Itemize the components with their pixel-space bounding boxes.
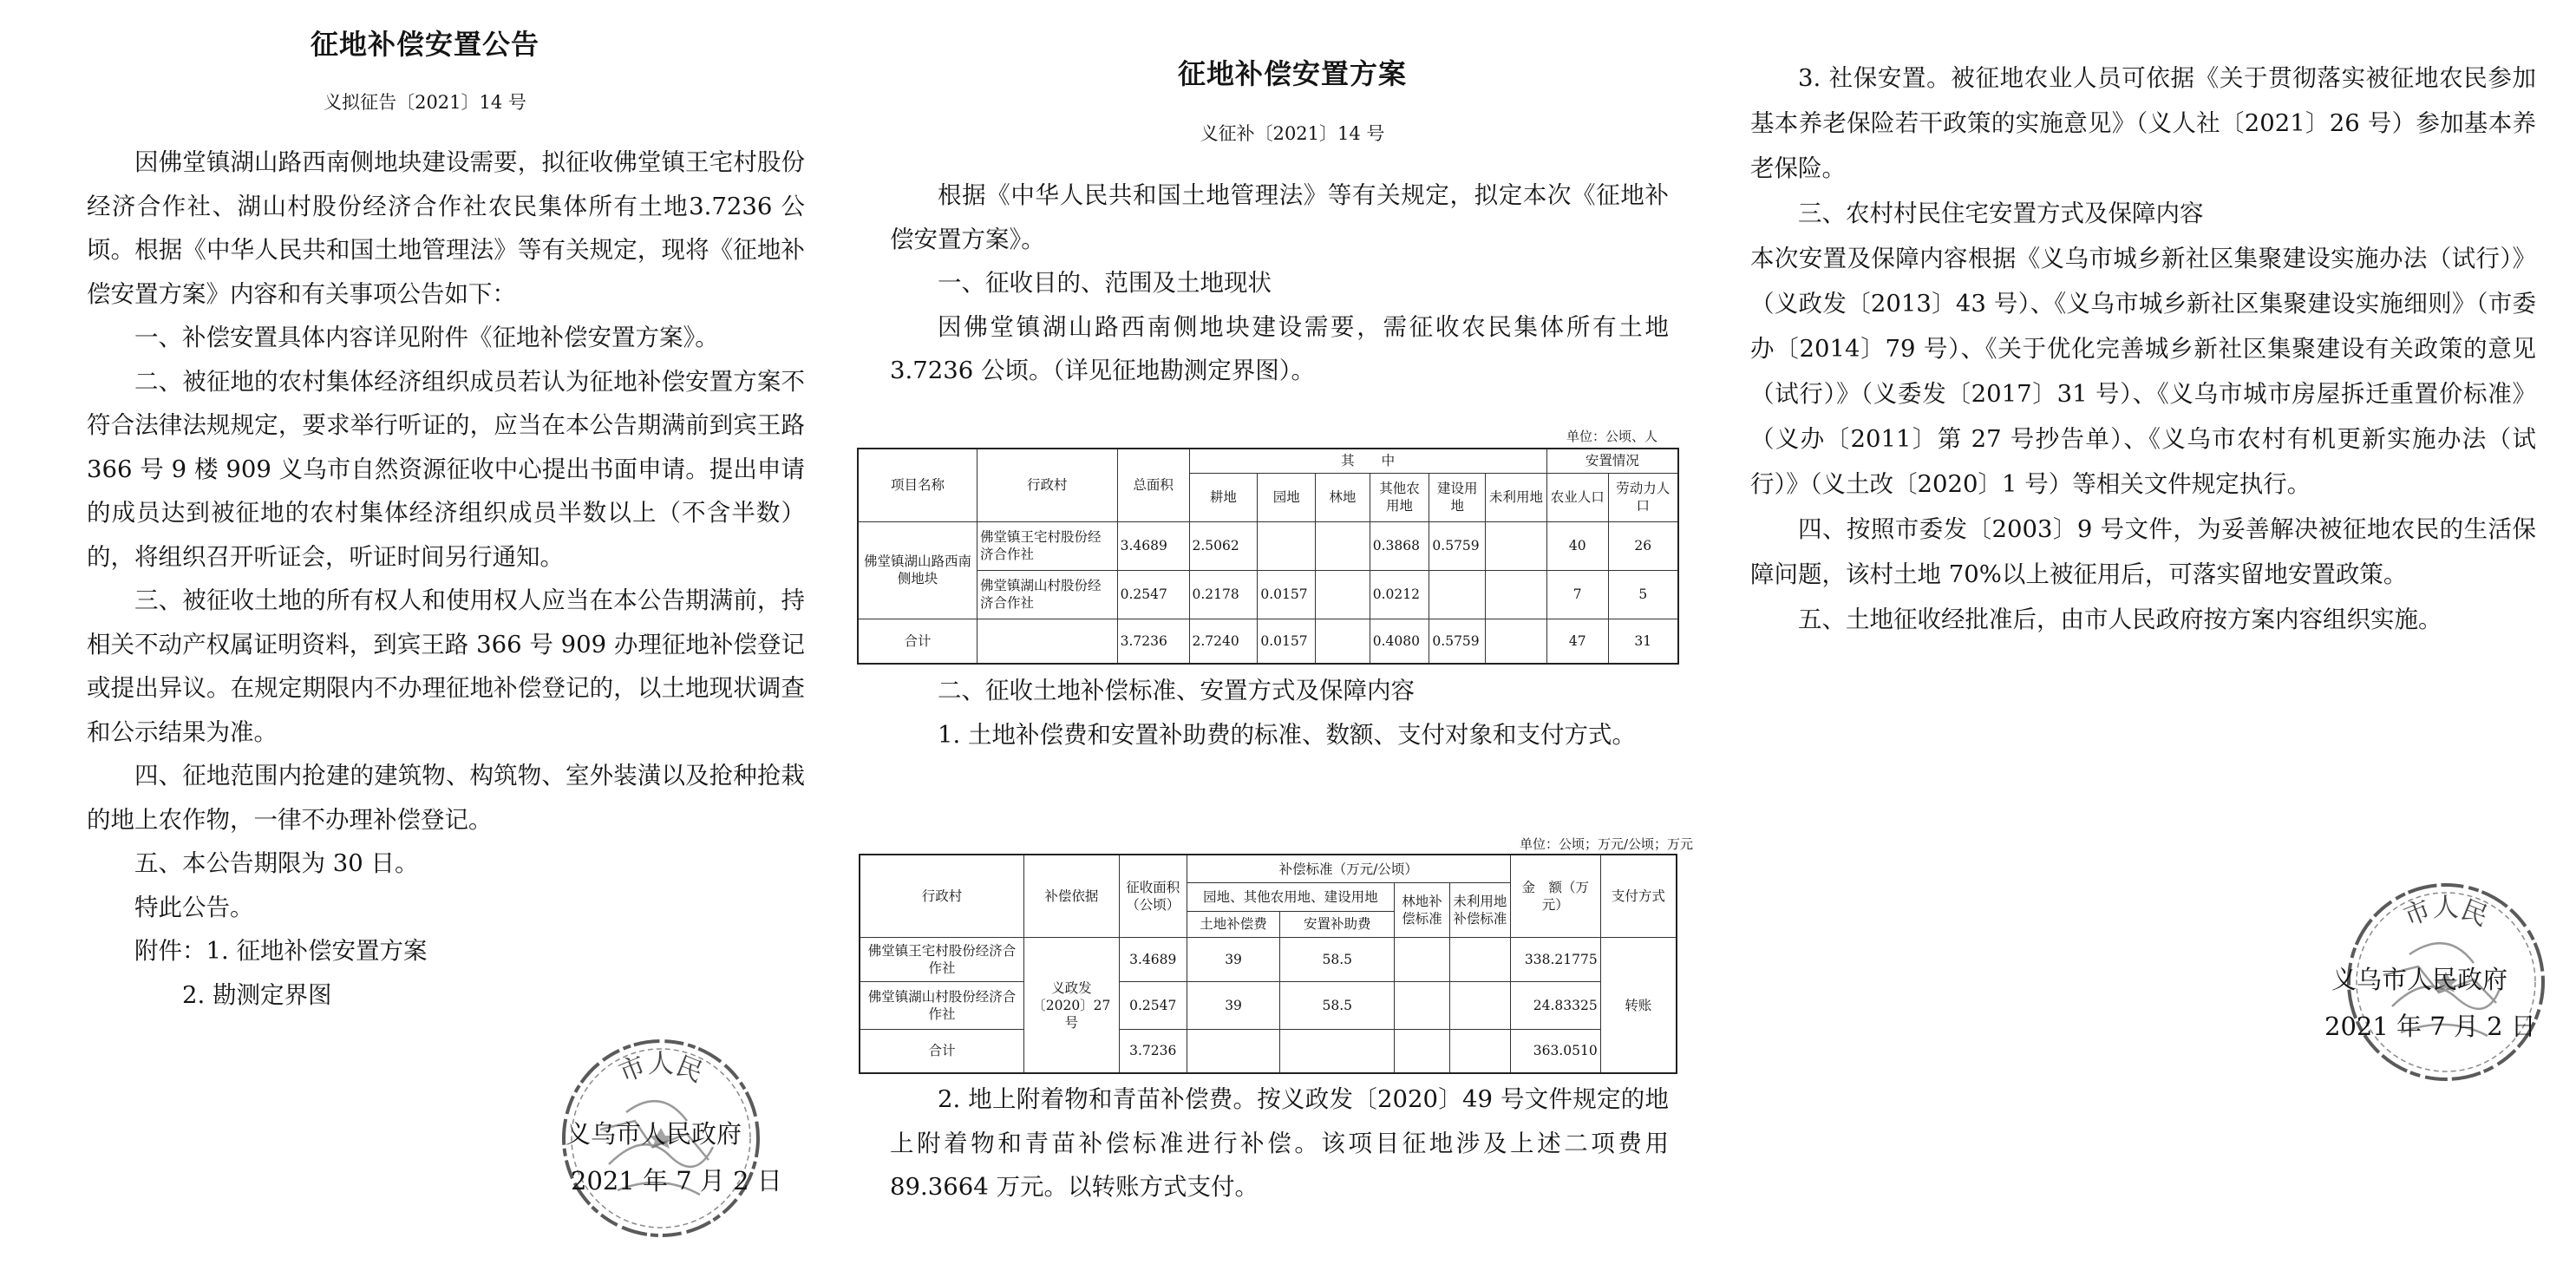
column-header: 行政村 <box>977 449 1117 521</box>
plan-signature <box>2324 956 2536 1050</box>
table-cell <box>1316 619 1370 664</box>
signature-org: 义乌市人民政府 <box>566 1119 742 1149</box>
column-header: 耕地 <box>1189 473 1258 521</box>
table-cell: 2.5062 <box>1189 521 1258 570</box>
table-cell: 26 <box>1608 521 1678 570</box>
column-group-header: 安置情况 <box>1546 449 1678 473</box>
section-heading: 一、征收目的、范围及土地现状 <box>938 269 1272 297</box>
section-heading: 三、农村村民住宅安置方式及保障内容 <box>1798 200 2204 227</box>
village-cell: 佛堂镇王宅村股份经济合作社 <box>860 938 1023 982</box>
plan-intro: 根据《中华人民共和国土地管理法》等有关规定，拟定本次《征地补偿安置方案》。 <box>890 181 1669 253</box>
table1-unit: 单位：公顷、人 <box>1566 429 1658 444</box>
attachment-label: 附件： <box>134 937 206 965</box>
column-header: 园地 <box>1258 473 1316 521</box>
announcement-body <box>87 141 805 1017</box>
announcement-paragraph: 特此公告。 <box>134 893 254 921</box>
plan-page <box>850 0 1735 1284</box>
project-name-cell: 佛堂镇湖山路西南侧地块 <box>858 521 977 619</box>
table-cell <box>1395 938 1450 982</box>
section-text: 五、土地征收经批准后，由市人民政府按方案内容组织实施。 <box>1798 606 2442 633</box>
column-group-header: 园地、其他农用地、建设用地 <box>1187 883 1394 912</box>
signature-date: 2021 年 7 月 2 日 <box>571 1166 782 1196</box>
signature-org: 义乌市人民政府 <box>2331 965 2508 994</box>
table-cell: 3.4689 <box>1117 521 1189 570</box>
table-cell <box>1258 521 1316 570</box>
section-item: 3. 社保安置。被征地农业人员可依据《关于贯彻落实被征地农民参加基本养老保险若干政策的实施意见》（义人社〔2021〕26 号）参加基本养老保险。 <box>1750 64 2536 182</box>
attachment-line <box>87 929 805 973</box>
section-text: 因佛堂镇湖山路西南侧地块建设需要，需征收农民集体所有土地 3.7236 公顷。（详见征地勘测定界图）。 <box>890 312 1669 384</box>
plan-body-top <box>890 174 1669 393</box>
section-item: 1. 土地补偿费和安置补助费的标准、数额、支付对象和支付方式。 <box>938 720 1636 749</box>
column-header: 总面积 <box>1117 449 1189 521</box>
table-cell: 58.5 <box>1280 938 1395 982</box>
column-header: 林地补偿标准 <box>1395 883 1450 938</box>
compensation-table <box>859 854 1677 1074</box>
announcement-paragraph: 一、补偿安置具体内容详见附件《征地补偿安置方案》。 <box>134 324 719 351</box>
table-cell: 0.2547 <box>1119 981 1187 1029</box>
table-cell <box>1395 1029 1450 1073</box>
announcement-paragraph: 因佛堂镇湖山路西南侧地块建设需要，拟征收佛堂镇王宅村股份经济合作社、湖山村股份经济合作社农民集体所有土地3.7236 公顷。根据《中华人民共和国土地管理法》等有关规定，现将《征地补偿安置方案》内容和有关事项公告如下： <box>87 148 805 308</box>
table-cell: 0.5759 <box>1429 619 1486 664</box>
table-header-row <box>858 449 1678 473</box>
table-cell <box>1187 1029 1280 1073</box>
table-cell <box>1449 938 1510 982</box>
table-cell: 0.2178 <box>1189 570 1258 619</box>
table-total-row <box>858 619 1678 664</box>
table-cell: 3.4689 <box>1119 938 1187 982</box>
column-header: 林地 <box>1316 473 1370 521</box>
village-cell: 佛堂镇湖山村股份经济合作社 <box>860 981 1023 1029</box>
table-cell: 0.0212 <box>1370 570 1429 619</box>
table-cell <box>1429 570 1486 619</box>
table-row <box>860 981 1677 1029</box>
attachment-item: 1. 征地补偿安置方案 <box>206 937 428 965</box>
table-cell <box>1395 981 1450 1029</box>
table-cell: 338.21775 <box>1510 938 1600 982</box>
announcement-paragraph: 三、被征收土地的所有权人和使用权人应当在本公告期满前，持相关不动产权属证明资料，到宾王路 366 号 909 办理征地补偿登记或提出异议。在规定期限内不办理征地补偿登记的，以土地现状调查和公示结果为准。 <box>87 586 805 746</box>
column-header: 安置补助费 <box>1280 911 1395 937</box>
column-header: 未利用地 <box>1486 473 1547 521</box>
plan-body-middle <box>890 669 1669 757</box>
announcement-title: 征地补偿安置公告 <box>310 28 539 61</box>
table-cell: 47 <box>1546 619 1608 664</box>
announcement-paragraph: 四、征地范围内抢建的建筑物、构筑物、室外装潢以及抢种抢栽的地上农作物，一律不办理补偿登记。 <box>87 762 805 834</box>
seal-text: 市人民 <box>2399 893 2493 933</box>
signature-date: 2021 年 7 月 2 日 <box>2324 1012 2536 1041</box>
plan-continued-body <box>1750 56 2536 642</box>
table-row <box>858 521 1678 570</box>
column-group-header: 补偿标准（万元/公顷） <box>1187 855 1510 883</box>
column-group-header: 其 中 <box>1189 449 1546 473</box>
plan-body-bottom <box>890 1078 1669 1209</box>
table-cell <box>1316 570 1370 619</box>
table-cell <box>1486 619 1547 664</box>
table-cell: 0.4080 <box>1370 619 1429 664</box>
table-total-row <box>860 1029 1677 1073</box>
table2-unit: 单位：公顷；万元/公顷；万元 <box>1520 836 1694 852</box>
column-header: 金 额（万元） <box>1510 855 1600 938</box>
section-text: 四、按照市委发〔2003〕9 号文件，为妥善解决被征地农民的生活保障问题，该村土地 70%以上被征用后，可落实留地安置政策。 <box>1750 515 2536 588</box>
table-cell: 58.5 <box>1280 981 1395 1029</box>
column-header: 征收面积（公顷） <box>1119 855 1187 938</box>
table-cell <box>977 619 1117 664</box>
table-cell: 0.0157 <box>1258 619 1316 664</box>
total-label: 合计 <box>858 619 977 664</box>
table-header-row <box>860 855 1677 883</box>
table-cell: 39 <box>1187 981 1280 1029</box>
column-header: 劳动力人口 <box>1608 473 1678 521</box>
announcement-signature <box>566 1110 782 1204</box>
table-cell <box>1486 521 1547 570</box>
column-header: 支付方式 <box>1600 855 1677 938</box>
table-row <box>860 938 1677 982</box>
section-item: 2. 地上附着物和青苗补偿费。按义政发〔2020〕49 号文件规定的地上附着物和青苗补偿标准进行补偿。该项目征地涉及上述二项费用 89.3664 万元。以转账方式支付。 <box>890 1085 1669 1201</box>
table-cell: 40 <box>1546 521 1608 570</box>
table-cell: 24.83325 <box>1510 981 1600 1029</box>
table-cell: 5 <box>1608 570 1678 619</box>
table-cell: 31 <box>1608 619 1678 664</box>
announcement-paragraph: 五、本公告期限为 30 日。 <box>134 849 419 877</box>
table-cell: 0.0157 <box>1258 570 1316 619</box>
announcement-page <box>0 0 850 1284</box>
table-cell: 39 <box>1187 938 1280 982</box>
table-cell <box>1316 521 1370 570</box>
plan-doc-number: 义征补〔2021〕14 号 <box>1200 123 1385 144</box>
attachment-item: 2. 勘测定界图 <box>182 980 332 1009</box>
seal-text: 市人民 <box>614 1049 708 1089</box>
total-label: 合计 <box>860 1029 1023 1073</box>
table-cell: 0.2547 <box>1117 570 1189 619</box>
village-cell: 佛堂镇王宅村股份经济合作社 <box>977 521 1117 570</box>
plan-continued-page <box>1735 0 2576 1284</box>
announcement-paragraph: 二、被征地的农村集体经济组织成员若认为征地补偿安置方案不符合法律法规规定，要求举行听证的，应当在本公告期满前到宾王路 366 号 9 楼 909 义乌市自然资源征收中心提出书面申请。提出申请的成员达到被征地的农村集体经济组织成员半数以上（不含半数）的，将组织召开听证会，听证时间另行通知。 <box>87 367 805 571</box>
table-row <box>858 570 1678 619</box>
column-header: 行政村 <box>860 855 1023 938</box>
table-cell <box>1486 570 1547 619</box>
column-header: 建设用地 <box>1429 473 1486 521</box>
attachment-line <box>87 973 805 1018</box>
column-header: 其他农用地 <box>1370 473 1429 521</box>
column-header: 未利用地补偿标准 <box>1449 883 1510 938</box>
table-cell: 0.5759 <box>1429 521 1486 570</box>
column-header: 农业人口 <box>1546 473 1608 521</box>
table-cell: 2.7240 <box>1189 619 1258 664</box>
table-cell: 363.0510 <box>1510 1029 1600 1073</box>
village-cell: 佛堂镇湖山村股份经济合作社 <box>977 570 1117 619</box>
announcement-doc-number: 义拟征告〔2021〕14 号 <box>324 92 526 113</box>
table-cell: 0.3868 <box>1370 521 1429 570</box>
payment-cell: 转账 <box>1600 938 1677 1074</box>
section-heading: 二、征收土地补偿标准、安置方式及保障内容 <box>938 677 1415 704</box>
column-header: 补偿依据 <box>1023 855 1119 938</box>
section-text: 本次安置及保障内容根据《义乌市城乡新社区集聚建设实施办法（试行）》（义政发〔2013〕43 号）、《义乌市城乡新社区集聚建设实施细则》（市委办〔2014〕79 号）、《关于优化完善城乡新社区集聚建设有关政策的意见（试行）》（义委发〔2017〕31 号）、《义乌市城市房屋拆迁重置价标准》（义办〔2011〕第 27 号抄告单）、《义乌市农村有机更新实施办法（试行）》（义土改〔2020〕1 号）等相关文件规定执行。 <box>1750 245 2536 498</box>
basis-cell: 义政发〔2020〕27号 <box>1023 938 1119 1074</box>
table-cell: 3.7236 <box>1119 1029 1187 1073</box>
table-cell: 3.7236 <box>1117 619 1189 664</box>
table-cell <box>1449 1029 1510 1073</box>
land-area-table <box>857 448 1679 665</box>
table-cell <box>1280 1029 1395 1073</box>
column-header: 项目名称 <box>858 449 977 521</box>
column-header: 土地补偿费 <box>1187 911 1280 937</box>
plan-title: 征地补偿安置方案 <box>1177 57 1407 90</box>
table-cell <box>1449 981 1510 1029</box>
table-cell: 7 <box>1546 570 1608 619</box>
